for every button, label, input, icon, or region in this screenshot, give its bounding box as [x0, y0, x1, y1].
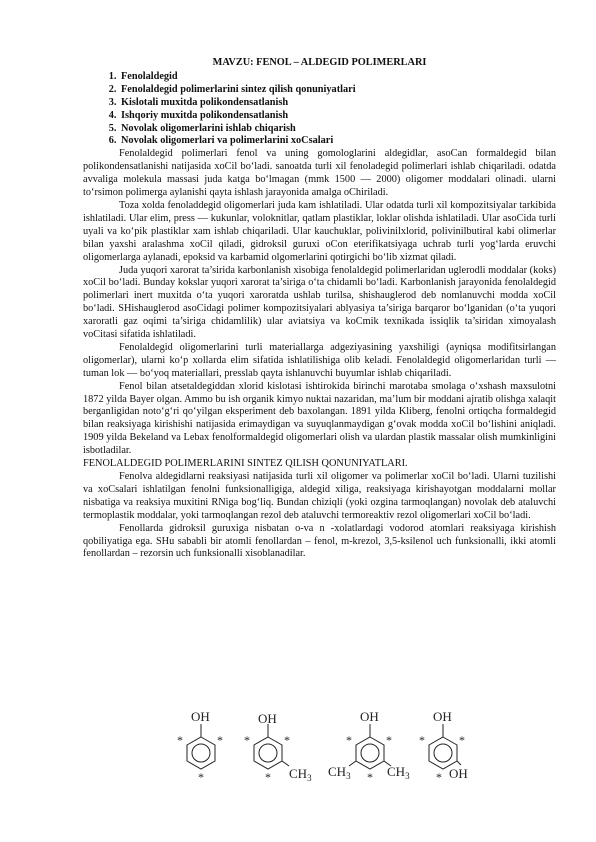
document-page [83, 57, 556, 561]
structure-diagram [165, 708, 485, 833]
phenol-structure [187, 724, 215, 769]
section-heading: FENOLALDEGID POLIMERLARINI SINTEZ QILISH QONUNIYATLARI. [83, 458, 408, 470]
resorcinol-structure [429, 724, 461, 769]
ch3-label: $CH_3$ [328, 764, 351, 781]
body-paragraph: Fenolaldegid oligomerlarini turli materiallarga adgeziyasining yaxshiligi (ayniqsa modifitsirlangan oligomerlar), ularni ko‘p xollarda elim sifatida ishlatilishiga olib keladi. Fenolaldegid oligomerlaridan turli — tuman lok — bo‘yoq materiallari, presslab qayta ishlanuvchi buyumlar ishlab chiqariladi. [83, 341, 556, 379]
ch3-label: $CH_3$ [289, 766, 312, 783]
oh-label: OH [433, 709, 452, 724]
reactive-site-star: * [386, 733, 392, 747]
reactive-site-star: * [177, 733, 183, 747]
xylenol-structure [349, 724, 391, 769]
reactive-site-star: * [284, 733, 290, 747]
topic-item: 5. Novolak oligomerlarini ishlab chiqarish [119, 123, 556, 136]
reactive-site-star: * [459, 733, 465, 747]
body-paragraph: Fenollarda gidroksil guruxiga nisbatan o-va n -xolatlardagi vodorod atomlari reaksiyaga kirishish qobiliyatiga ega. SHu sababli bir atomli fenollardan – fenol, m-krezol, 3,5-ksilenol uch funksionalli, ikki atomli fenollardan – rezorsin uch funksionalli xisoblanadilar. [83, 522, 556, 560]
body-paragraph: Fenolva aldegidlarni reaksiyasi natijasida turli xil oligomer va polimerlar xoCil bo‘ladi. Ularni tuzilishi va xoCsalari ishlatilgan fenolni funksionalligiga, aldegid xiliga, reaksiyaga kirishayotgan moddalarni mollar nisbatiga va reaksiya muxitini RNiga bog‘liq. Bundan chiziqli (yoki ozgina tarmoqlangan) novolak deb ataluvchi termoplastik moddalar, yoki tarmoqlangan rezol deb ataluvchi termoreaktiv rezol oligomerlari xoCil bo‘ladi. [83, 471, 556, 521]
topic-item: 6. Novolak oligomerlari va polimerlarini xoCsalari [119, 135, 556, 148]
topic-item: 4. Ishqoriy muxitda polikondensatlanish [119, 110, 556, 123]
reactive-site-star: * [436, 770, 442, 784]
reactive-site-star: * [244, 733, 250, 747]
oh-label: OH [258, 711, 277, 726]
reactive-site-star: * [346, 733, 352, 747]
ch3-label: $CH_3$ [387, 764, 410, 781]
topic-item: 3. Kislotali muxitda polikondensatlanish [119, 97, 556, 110]
reactive-site-star: * [265, 770, 271, 784]
body-paragraph: Fenol bilan atsetaldegiddan xlorid kislotasi ishtirokida birinchi marotaba smolaga o‘xshash maxsulotni 1872 yilda Bayer olgan. Ammo bu ish organik kimyo nuktai nazaridan, ma’lum bir moddani ajratib olishga xalaqit berganligidan noto‘g‘ri qo‘yilgan eksperiment deb baxolangan. 1891 yilda Kliberg, fenolni ortiqcha formaldegid bilan reaksiyaga kirishishi natijasida erimaydigan va suyuqlanmaydigan g‘ovak modda xoCil bo‘lishini aniqladi. 1909 yilda Bekeland va Lebax fenolformaldegid oligomerlari olish va ulardan plastik massalar olish mumkinligini isbotladilar. [83, 380, 556, 457]
document-title: MAVZU: FENOL – ALDEGID POLIMERLARI [212, 57, 427, 68]
topic-item: 1. Fenolaldegid [119, 71, 556, 84]
oh-label: OH [360, 709, 379, 724]
body-paragraph: Fenolaldegid polimerlari fenol va uning gomologlarini aldegidlar, asoCan formaldegid bilan polikondensatlanishi natijasida xoCil bo‘ladi. sanoatda turli xil fenoladegid polimerlari ishlab chiqariladi. odatda avvaliga molekula massasi juda katga bo‘lmagan (mmk 1500 — 2000) oligomer moddalari olinadi. ularni to‘rsimon polimerga aylanishi qayta ishlash jarayonida amalga oChiriladi. [83, 148, 556, 199]
topic-list [83, 71, 556, 148]
oh-label: OH [449, 766, 468, 781]
topic-item: 2. Fenolaldegid polimerlarini sintez qilish qonuniyatlari [119, 84, 556, 97]
phenol-structures-figure [165, 708, 485, 833]
reactive-site-star: * [217, 733, 223, 747]
body-paragraph: Toza xolda fenoladdegid oligomerlari juda kam ishlatiladi. Ular odatda turli xil kompozitsiyalar tarkibida ishlatiladi. Ular elim, press — kukunlar, voloknitlar, qatlam plastiklar, loklar olishda ishlatiladi. Ular asoCida turli uyali va ko‘pik plastiklar xam ishlab chiqariladi. Ular kauchuklar, polivinilxlorid, polivinilbutiral kabi olimerlar bilan yaxshi aralashma xoCil qiladi, gidroksil guruxi oCon eterifikatsiyaga uchrab turli yog‘larda eruvchi oligomerlarga aylanadi, epoksid va karbamid olgomerlarini qotirgichi bo‘lib xizmat qiladi. [83, 199, 556, 263]
reactive-site-star: * [419, 733, 425, 747]
body-paragraph: Juda yuqori xarorat ta’sirida karbonlanish xisobiga fenolaldegid polimerlaridan uglerodli moddalar (koks) xoCil bo‘ladi. Bunday kokslar yuqori xarorat ta’siriga o‘ta chidamli bo‘ladi. Karbonlanish jarayonida fenolaldegid polimerlari inert muxitda o‘ta yuqori xaroratda ushlab turilsa, shishauglerod deb nomlanuvchi modda xoCil bo‘ladi. SHishauglerod asoCidagi polimer kompozitsiyalari ablyasiya ta’siriga barqaror bo‘lganidan (o‘ta yuqori xaroratli gaz oqimi ta’siriga chidamlilik) ular aviatsiya va koCmik texnikada issiqlik ta’siridan ximoyalash voCitasi sifatida ishlatiladi. [83, 264, 556, 341]
reactive-site-star: * [367, 770, 373, 784]
reactive-site-star: * [198, 770, 204, 784]
oh-label: OH [191, 709, 210, 724]
